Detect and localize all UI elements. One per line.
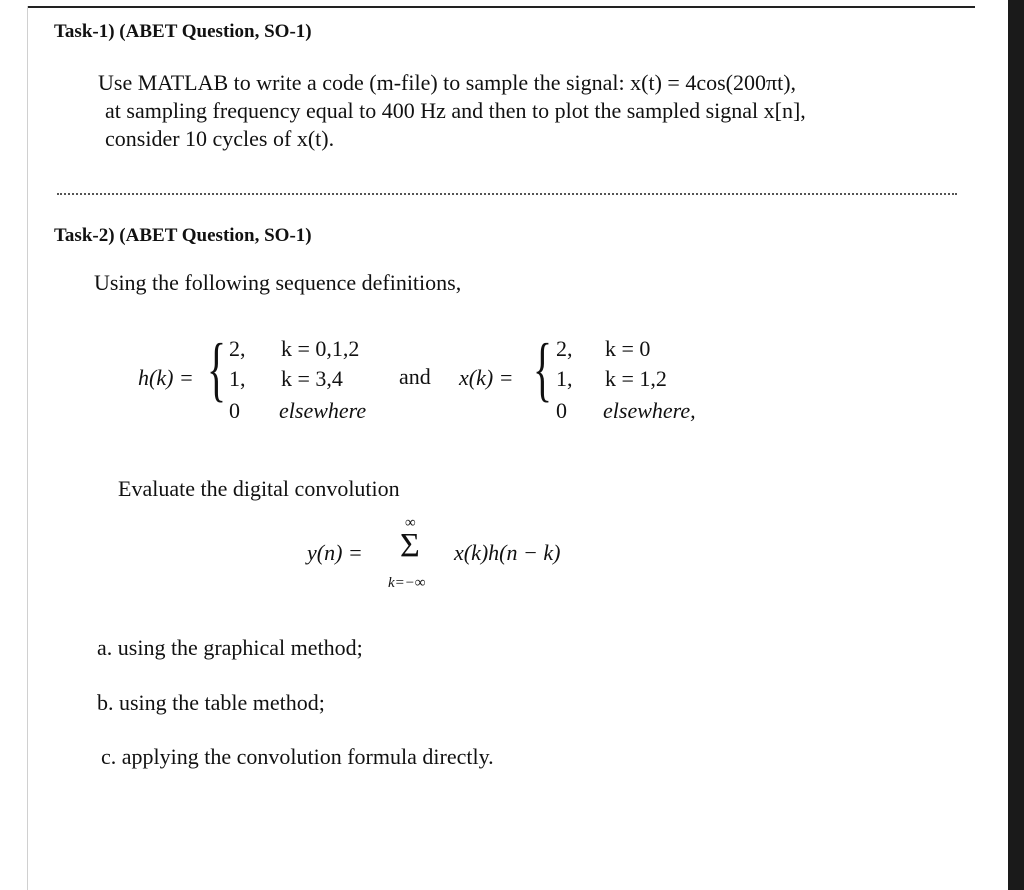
x-def-cond-2: k = 1,2 [605, 366, 667, 391]
option-c: c. applying the convolution formula directly. [101, 744, 494, 769]
formula-lower-limit: k=−∞ [388, 575, 426, 591]
x-def-cond-3: elsewhere, [603, 398, 696, 423]
h-def-value-2: 1, [229, 366, 246, 391]
h-def-cond-2: k = 3,4 [281, 366, 343, 391]
formula-lhs: y(n) = [307, 540, 363, 565]
formula-rhs: x(k)h(n − k) [454, 540, 561, 565]
h-def-cond-1: k = 0,1,2 [281, 336, 360, 361]
task2-intro: Using the following sequence definitions, [94, 270, 462, 295]
evaluate-text: Evaluate the digital convolution [118, 476, 400, 501]
h-def-value-3: 0 [229, 398, 240, 423]
x-def-value-3: 0 [556, 398, 567, 423]
task1-line1: Use MATLAB to write a code (m-file) to sample the signal: x(t) = 4cos(200πt), [98, 70, 797, 95]
formula-upper-limit: ∞ [405, 515, 416, 531]
h-def-lhs: h(k) = [138, 365, 194, 390]
option-a: a. using the graphical method; [97, 635, 363, 660]
h-def-value-1: 2, [229, 336, 246, 361]
option-b: b. using the table method; [97, 690, 325, 715]
x-def-lhs: x(k) = [459, 365, 514, 390]
scan-dark-edge [1008, 0, 1024, 890]
x-def-cond-1: k = 0 [605, 336, 651, 361]
and-word: and [399, 364, 431, 389]
x-def-value-1: 2, [556, 336, 573, 361]
task1-heading: Task-1) (ABET Question, SO-1) [54, 21, 312, 42]
top-rule [27, 6, 975, 8]
formula-sigma: Σ [400, 527, 420, 564]
task1-line3: consider 10 cycles of x(t). [105, 126, 335, 151]
h-def-brace: { [207, 329, 227, 409]
task1-line2: at sampling frequency equal to 400 Hz and then to plot the sampled signal x[n], [105, 98, 806, 123]
x-def-brace: { [533, 329, 553, 409]
x-def-value-2: 1, [556, 366, 573, 391]
h-def-cond-3: elsewhere [279, 398, 367, 423]
page-left-edge [27, 6, 28, 890]
task2-heading: Task-2) (ABET Question, SO-1) [54, 225, 312, 246]
dotted-separator [57, 193, 957, 195]
